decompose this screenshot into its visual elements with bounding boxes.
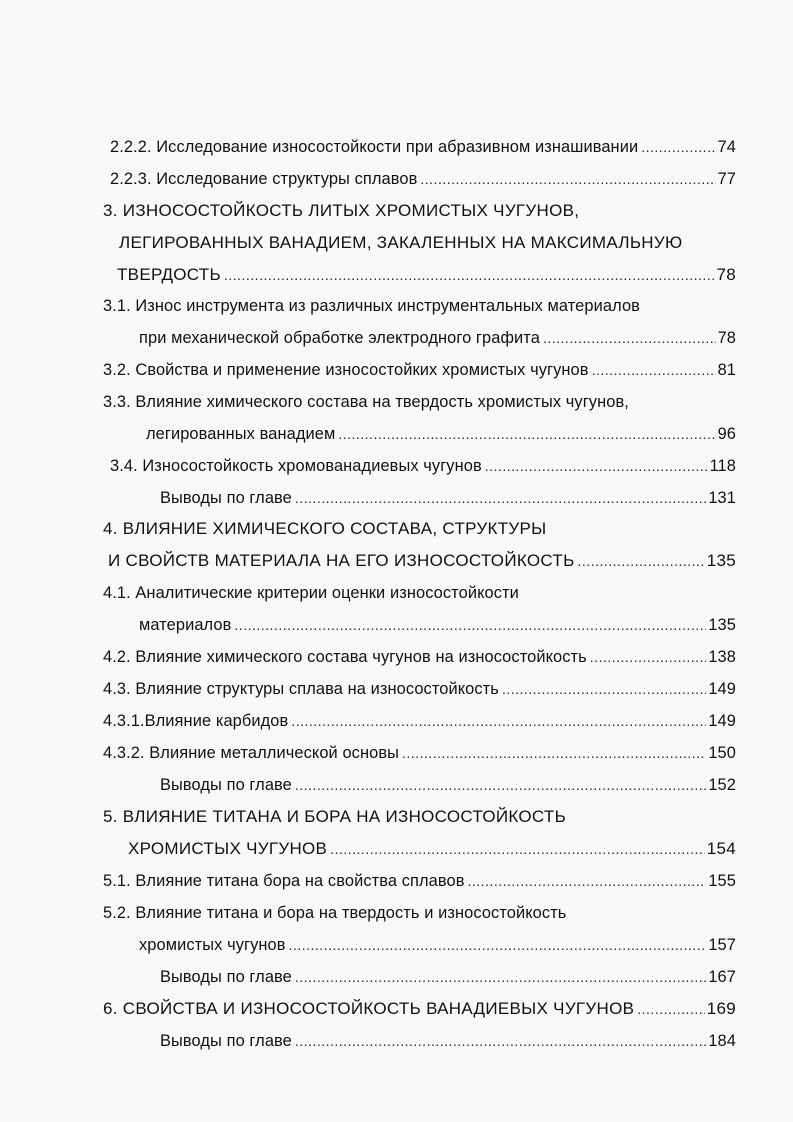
leader-dots: [485, 456, 708, 476]
toc-entry-title: хромистых чугунов: [139, 936, 286, 954]
toc-entry: [110, 169, 736, 189]
toc-entry: [160, 1031, 736, 1051]
toc-entry-title: 3.2. Свойства и применение износостойких хромистых чугунов: [103, 361, 589, 379]
toc-entry-heading: [103, 296, 640, 316]
toc-entry: [103, 871, 736, 891]
toc-entry-page: 149: [708, 712, 736, 730]
toc-entry-heading: [103, 583, 519, 603]
toc-entry-heading: [103, 903, 566, 923]
toc-entry-page: 131: [708, 489, 736, 507]
toc-entry-page: 78: [717, 329, 736, 347]
toc-entry: [117, 265, 736, 285]
toc-entry-title: 4. ВЛИЯНИЕ ХИМИЧЕСКОГО СОСТАВА, СТРУКТУРЫ: [103, 519, 547, 538]
toc-entry-title: материалов: [139, 616, 232, 634]
toc-entry-title: 4.3.2. Влияние металлической основы: [103, 744, 400, 762]
toc-entry-title: 3.3. Влияние химического состава на твердость хромистых чугунов,: [103, 393, 629, 411]
toc-entry-page: 167: [708, 968, 736, 986]
toc-entry-title: Выводы по главе: [160, 1032, 292, 1050]
leader-dots: [330, 839, 705, 859]
toc-entry: [103, 360, 736, 380]
toc-entry-title: 3.4. Износостойкость хромованадиевых чугунов: [110, 457, 482, 475]
toc-entry: [139, 615, 736, 635]
toc-entry-page: 149: [708, 680, 736, 698]
toc-entry-heading: [103, 392, 629, 412]
leader-dots: [295, 775, 706, 795]
toc-entry-page: 138: [708, 648, 736, 666]
toc-entry-title: Выводы по главе: [160, 489, 292, 507]
leader-dots: [502, 679, 706, 699]
toc-entry: [128, 839, 736, 859]
toc-entry-heading: [119, 233, 682, 253]
toc-entry: [103, 999, 736, 1019]
toc-entry-title: при механической обработке электродного графита: [139, 329, 540, 347]
toc-entry-title: 3.1. Износ инструмента из различных инструментальных материалов: [103, 297, 640, 315]
toc-entry-page: 169: [706, 999, 736, 1018]
toc-entry-page: 81: [717, 361, 736, 379]
toc-entry-page: 96: [717, 425, 736, 443]
toc-entry-page: 135: [706, 551, 736, 570]
toc-entry-page: 77: [717, 170, 736, 188]
toc-entry-page: 78: [716, 265, 736, 284]
toc-entry-page: 155: [708, 872, 736, 890]
toc-entry-heading: [103, 807, 566, 827]
toc-entry-title: 4.2. Влияние химического состава чугунов на износостойкость: [103, 648, 587, 666]
leader-dots: [402, 743, 706, 763]
toc-entry: [160, 775, 736, 795]
toc-entry-page: 150: [708, 744, 736, 762]
leader-dots: [420, 169, 715, 189]
toc-entry: [110, 137, 736, 157]
toc-entry-title: Выводы по главе: [160, 968, 292, 986]
toc-entry-title: 4.3. Влияние структуры сплава на износостойкость: [103, 680, 499, 698]
leader-dots: [234, 615, 706, 635]
leader-dots: [224, 265, 715, 285]
toc-entry-title: 4.3.1.Влияние карбидов: [103, 712, 289, 730]
toc-entry-title: 2.2.2. Исследование износостойкости при абразивном изнашивании: [110, 138, 639, 156]
toc-entry: [146, 424, 736, 444]
leader-dots: [338, 424, 715, 444]
toc-entry: [160, 967, 736, 987]
toc-entry: [103, 679, 736, 699]
toc-entry-page: 135: [708, 616, 736, 634]
toc-entry-title: ТВЕРДОСТЬ: [117, 265, 221, 284]
toc-entry-title: 6. СВОЙСТВА И ИЗНОСОСТОЙКОСТЬ ВАНАДИЕВЫХ ЧУГУНОВ: [103, 999, 635, 1018]
toc-entry: [108, 551, 736, 571]
toc-entry-title: ЛЕГИРОВАННЫХ ВАНАДИЕМ, ЗАКАЛЕННЫХ НА МАКСИМАЛЬНУЮ: [119, 233, 683, 252]
leader-dots: [637, 999, 704, 1019]
toc-entry-page: 184: [708, 1032, 736, 1050]
toc-entry: [110, 456, 736, 476]
toc-entry-heading: [103, 201, 579, 221]
leader-dots: [641, 137, 715, 157]
toc-entry-page: 74: [717, 138, 736, 156]
toc-entry-page: 118: [709, 457, 736, 475]
toc-entry-title: ХРОМИСТЫХ ЧУГУНОВ: [128, 839, 328, 858]
toc-entry-title: И СВОЙСТВ МАТЕРИАЛА НА ЕГО ИЗНОСОСТОЙКОСТЬ: [108, 551, 575, 570]
leader-dots: [289, 935, 707, 955]
leader-dots: [592, 360, 716, 380]
leader-dots: [295, 1031, 706, 1051]
leader-dots: [295, 488, 706, 508]
toc-entry-page: 152: [708, 776, 736, 794]
toc-entry: [139, 328, 736, 348]
toc-entry: [103, 711, 736, 731]
toc-entry-page: 157: [708, 936, 736, 954]
toc-entry-title: 5.1. Влияние титана бора на свойства сплавов: [103, 872, 465, 890]
leader-dots: [578, 551, 705, 571]
toc-entry-title: 5.2. Влияние титана и бора на твердость и износостойкость: [103, 904, 567, 922]
leader-dots: [468, 871, 707, 891]
toc-entry-title: 2.2.3. Исследование структуры сплавов: [110, 170, 418, 188]
leader-dots: [590, 647, 707, 667]
leader-dots: [291, 711, 706, 731]
toc-entry-page: 154: [706, 839, 736, 858]
toc-entry: [103, 647, 736, 667]
toc-entry-title: 4.1. Аналитические критерии оценки износостойкости: [103, 584, 519, 602]
toc-entry-title: 3. ИЗНОСОСТОЙКОСТЬ ЛИТЫХ ХРОМИСТЫХ ЧУГУНОВ,: [103, 201, 580, 220]
toc-entry: [139, 935, 736, 955]
toc-entry: [103, 743, 736, 763]
toc-entry-title: 5. ВЛИЯНИЕ ТИТАНА И БОРА НА ИЗНОСОСТОЙКОСТЬ: [103, 807, 567, 826]
toc-entry-title: Выводы по главе: [160, 776, 292, 794]
leader-dots: [295, 967, 706, 987]
toc-entry-title: легированных ванадием: [146, 425, 336, 443]
leader-dots: [543, 328, 716, 348]
toc-entry: [160, 488, 736, 508]
toc-entry-heading: [103, 519, 546, 539]
